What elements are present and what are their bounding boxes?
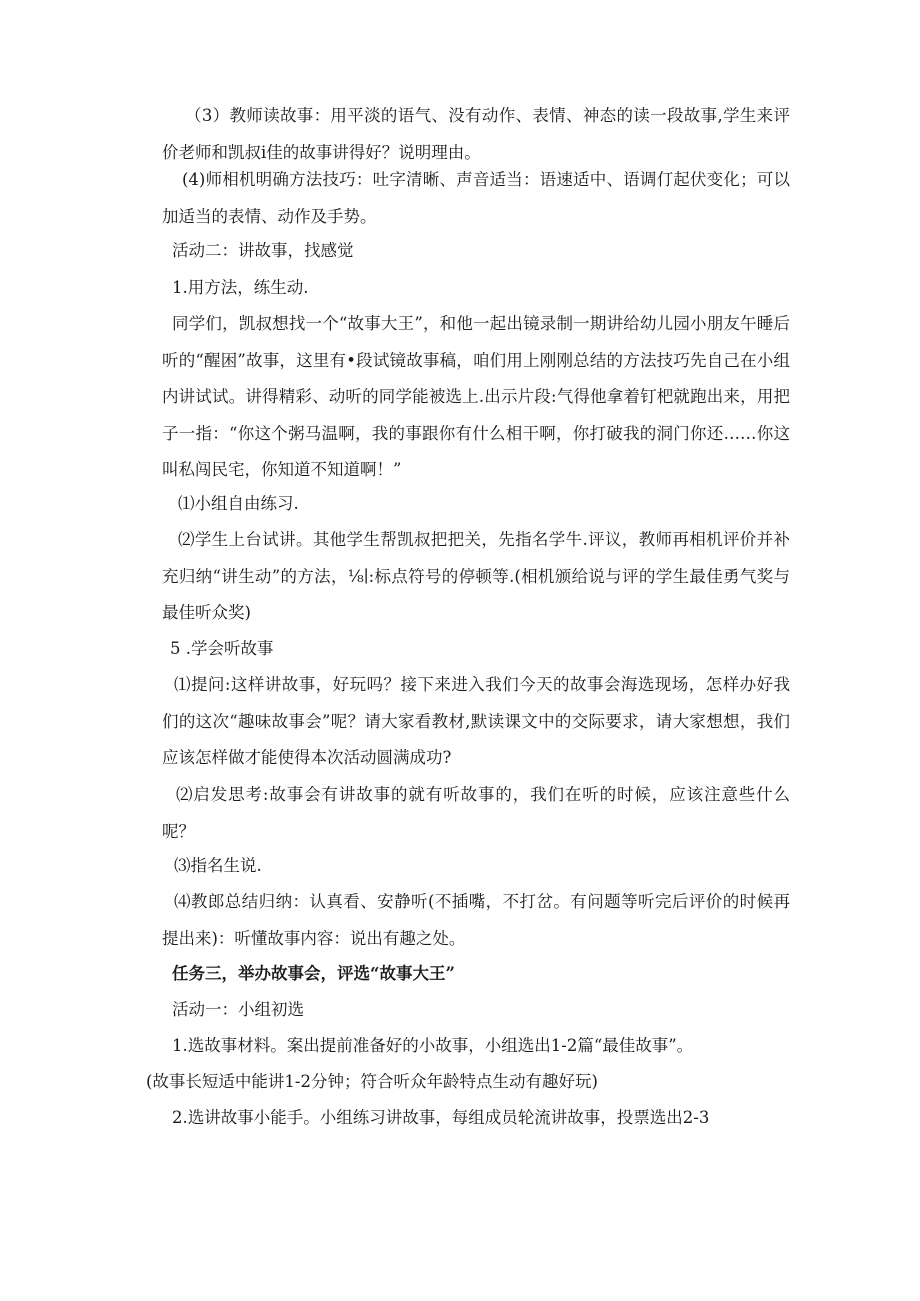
paragraph-method-techniques: (4)师相机明确方法技巧：吐字清晰、声音适当：语速适中、语调仃起伏变化；可以加适当的表情、动作及手势。: [162, 170, 790, 226]
paragraph-story-king-intro: 同学们，凯叔想找一个“故事大王”，和他一起出镜录制一期讲给幼儿园小朋友午睡后听的“醒困”故事，这里有•段试镜故事稿，咱们用上刚刚总结的方法技巧先自己在小组内讲试试。讲得精彩、动听的同学能被选上.出示片段:气得他拿着钉杷就跑出来，用把子一指：“你这个粥马温啊，我的事跟你有什么相干啊，你打破我的洞门你还……你这叫私闯民宅，你知道不知道啊！”: [162, 314, 790, 479]
paragraph-student-trial: ⑵学生上台试讲。其他学生帮凯叔把把关，先指名学牛.评议，教师再相机评价并补充归纳“讲生动”的方法，⅛∣:标点符号的停顿等.(相机颁给说与评的学生最佳勇气奖与最佳听众奖): [162, 530, 790, 622]
paragraph-question: ⑴提问:这样讲故事，好玩吗？接下来进入我们今天的故事会海选现场，怎样办好我们的这次“趣味故事会”呢？请大家看教材,默读课文中的交际要求，请大家想想，我们应该怎样做才能使得本次活动圆满成功?: [162, 675, 790, 767]
heading-use-methods: 1.用方法，练生动.: [172, 278, 309, 297]
heading-task-three: 任务三，举办故事会，评选“故事大王”: [172, 964, 455, 983]
paragraph-inspire-thinking: ⑵启发思考:故事会有讲故事的就有听故事的，我们在听的时候，应该注意些什么呢？: [162, 785, 790, 841]
paragraph-summary: ⑷教郎总结归纳：认真看、安静听(不插嘴，不打岔。有问题等听完后评价的时候再提出来)：听懂故事内容：说出有趣之处。: [162, 892, 790, 948]
paragraph-group-practice: ⑴小组自由练习.: [178, 494, 299, 513]
paragraph-teacher-reads-story: （3）教师读故事：用平淡的语气、没有动作、表情、神态的读一段故事,学生来评价老师和凯叔i佳的故事讲得好？说明理由。: [162, 106, 790, 162]
paragraph-choose-material: 1.选故事材料。案出提前准备好的小故事，小组选出1-2篇“最佳故事”。: [172, 1036, 694, 1055]
heading-activity-one: 活动一：小组初选: [172, 1000, 304, 1019]
paragraph-choose-storyteller: 2.选讲故事小能手。小组练习讲故事，每组成员轮流讲故事，投票选出2-3: [172, 1108, 710, 1127]
paragraph-students-answer: ⑶指名生说.: [174, 856, 262, 875]
paragraph-story-length-note: (故事长短适中能讲1-2分钟；符合听众年龄特点生动有趣好玩): [146, 1072, 598, 1091]
heading-learn-to-listen: 5 .学会听故事: [170, 639, 274, 658]
heading-activity-two: 活动二：讲故事，找感觉: [172, 241, 354, 260]
